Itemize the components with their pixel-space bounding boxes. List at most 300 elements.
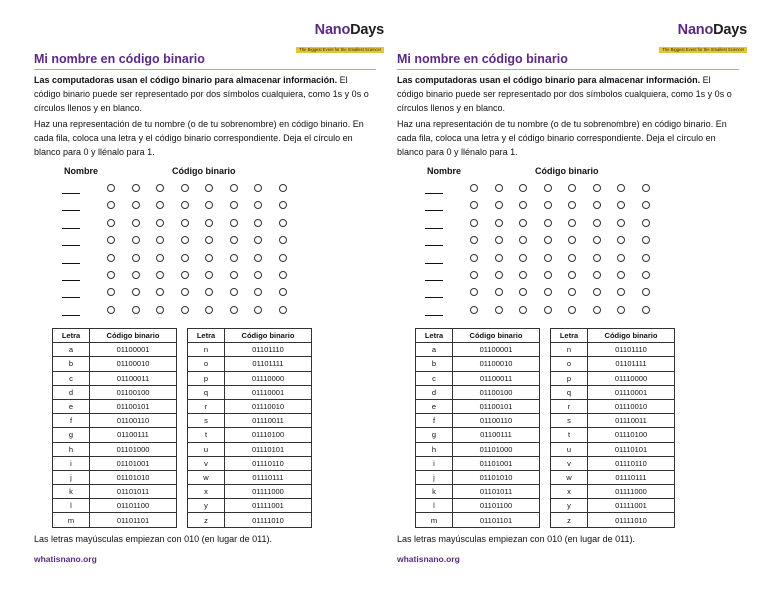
letter-cell: d <box>416 385 453 399</box>
bit-circle[interactable] <box>544 288 552 296</box>
instructions-paragraph: Haz una representación de tu nombre (o de tu sobrenombre) en código binario. En cada fila, coloca una letra y el código binario correspondiente. Deja el círculo en blanco para 0 y llénalo para 1. <box>34 119 364 157</box>
bit-circle[interactable] <box>254 236 262 244</box>
bit-circle[interactable] <box>544 271 552 279</box>
bit-circle[interactable] <box>279 306 287 314</box>
grid-row <box>397 218 737 235</box>
bit-circle[interactable] <box>568 236 576 244</box>
letter-cell: c <box>53 371 90 385</box>
binary-code-cell: 01100001 <box>90 343 177 357</box>
binary-code-cell: 01111010 <box>225 513 312 527</box>
bit-circle[interactable] <box>642 271 650 279</box>
bit-circle[interactable] <box>279 236 287 244</box>
code-header: Código binario <box>90 329 177 343</box>
table-header-row <box>53 329 177 343</box>
bit-circle[interactable] <box>642 201 650 209</box>
grid-row <box>34 200 374 217</box>
table-row <box>551 428 675 442</box>
bit-circle[interactable] <box>568 271 576 279</box>
bit-circle[interactable] <box>617 271 625 279</box>
logo-name-main: Nano <box>314 22 351 38</box>
bit-circle[interactable] <box>495 184 503 192</box>
table-row <box>53 399 177 413</box>
bit-circle[interactable] <box>107 288 115 296</box>
letter-cell: w <box>188 470 225 484</box>
table-row <box>551 343 675 357</box>
letter-header: Letra <box>188 329 225 343</box>
letter-blank-line[interactable] <box>62 245 80 246</box>
bit-circle[interactable] <box>642 254 650 262</box>
bit-circle[interactable] <box>642 219 650 227</box>
letter-cell: c <box>416 371 453 385</box>
title-divider <box>397 69 739 70</box>
letter-cell: a <box>416 343 453 357</box>
bit-circle[interactable] <box>279 271 287 279</box>
bit-circle[interactable] <box>617 288 625 296</box>
uppercase-note: Las letras mayúsculas empiezan con 010 (en lugar de 011). <box>34 534 272 544</box>
bit-circle[interactable] <box>470 288 478 296</box>
bit-circle[interactable] <box>279 288 287 296</box>
bit-circle[interactable] <box>495 236 503 244</box>
grid-row <box>397 287 737 304</box>
bit-circle[interactable] <box>254 184 262 192</box>
letter-cell: k <box>53 485 90 499</box>
letter-blank-line[interactable] <box>62 315 80 316</box>
bit-circle[interactable] <box>156 184 164 192</box>
bit-circle[interactable] <box>156 306 164 314</box>
bit-circle[interactable] <box>593 219 601 227</box>
bit-circle[interactable] <box>181 201 189 209</box>
bit-circle[interactable] <box>568 184 576 192</box>
bit-circle[interactable] <box>205 254 213 262</box>
binary-code-cell: 01101101 <box>90 513 177 527</box>
table-header-row <box>551 329 675 343</box>
grid-row <box>34 287 374 304</box>
letter-cell: o <box>188 357 225 371</box>
bit-circle[interactable] <box>230 184 238 192</box>
table-row <box>416 357 540 371</box>
binary-code-cell: 01101000 <box>90 442 177 456</box>
bit-circle[interactable] <box>181 236 189 244</box>
bit-circle[interactable] <box>519 288 527 296</box>
binary-code-cell: 01101011 <box>453 485 540 499</box>
table-row <box>188 428 312 442</box>
bit-circle[interactable] <box>156 219 164 227</box>
bit-circle[interactable] <box>617 184 625 192</box>
worksheet-right <box>397 0 747 594</box>
bit-circle[interactable] <box>132 236 140 244</box>
binary-code-cell: 01100101 <box>453 399 540 413</box>
table-row <box>188 357 312 371</box>
bit-circle[interactable] <box>279 201 287 209</box>
binary-code-cell: 01111010 <box>588 513 675 527</box>
binary-code-cell: 01111000 <box>225 485 312 499</box>
table-row <box>551 414 675 428</box>
bit-circle[interactable] <box>593 306 601 314</box>
letter-cell: d <box>53 385 90 399</box>
bit-circle[interactable] <box>495 288 503 296</box>
binary-code-cell: 01110010 <box>588 399 675 413</box>
letter-cell: s <box>188 414 225 428</box>
letter-cell: w <box>551 470 588 484</box>
website-link[interactable]: whatisnano.org <box>397 554 460 564</box>
bit-circle[interactable] <box>470 254 478 262</box>
bit-circle[interactable] <box>617 306 625 314</box>
letter-blank-line[interactable] <box>425 228 443 229</box>
bit-circle[interactable] <box>205 219 213 227</box>
letter-cell: o <box>551 357 588 371</box>
grid-row <box>34 235 374 252</box>
bit-circle[interactable] <box>568 201 576 209</box>
table-row <box>53 385 177 399</box>
bit-circle[interactable] <box>156 254 164 262</box>
letter-cell: t <box>551 428 588 442</box>
binary-code-cell: 01101101 <box>453 513 540 527</box>
letter-cell: g <box>53 428 90 442</box>
letter-cell: j <box>53 470 90 484</box>
bit-circle[interactable] <box>205 306 213 314</box>
binary-code-cell: 01100011 <box>90 371 177 385</box>
letter-cell: h <box>416 442 453 456</box>
grid-row <box>397 270 737 287</box>
table-row <box>53 414 177 428</box>
bit-circle[interactable] <box>495 219 503 227</box>
table-row <box>416 456 540 470</box>
letter-cell: f <box>53 414 90 428</box>
bit-circle[interactable] <box>132 201 140 209</box>
letter-blank-line[interactable] <box>62 263 80 264</box>
letter-blank-line[interactable] <box>62 280 80 281</box>
binary-code-cell: 01110101 <box>588 442 675 456</box>
binary-code-cell: 01100001 <box>453 343 540 357</box>
binary-code-cell: 01101100 <box>453 499 540 513</box>
table-row <box>551 442 675 456</box>
bit-circle[interactable] <box>519 254 527 262</box>
bit-circle[interactable] <box>593 236 601 244</box>
intro-bold: Las computadoras usan el código binario para almacenar información. <box>397 75 701 85</box>
bit-circle[interactable] <box>230 219 238 227</box>
bit-circle[interactable] <box>230 288 238 296</box>
bit-circle[interactable] <box>519 236 527 244</box>
letter-header: Letra <box>53 329 90 343</box>
table-row <box>53 442 177 456</box>
code-table-a-m <box>52 328 177 528</box>
bit-circle[interactable] <box>544 184 552 192</box>
letter-cell: v <box>551 456 588 470</box>
bit-circle[interactable] <box>495 271 503 279</box>
bit-circle[interactable] <box>642 288 650 296</box>
bit-circle[interactable] <box>132 306 140 314</box>
binary-code-cell: 01100111 <box>90 428 177 442</box>
table-row <box>188 399 312 413</box>
table-row <box>53 343 177 357</box>
bit-circle[interactable] <box>279 254 287 262</box>
bit-circle[interactable] <box>568 254 576 262</box>
bit-circle[interactable] <box>254 201 262 209</box>
bit-circle[interactable] <box>254 271 262 279</box>
table-row <box>53 357 177 371</box>
bit-circle[interactable] <box>470 271 478 279</box>
binary-code-cell: 01110011 <box>588 414 675 428</box>
table-header-row <box>188 329 312 343</box>
bit-circle[interactable] <box>470 201 478 209</box>
nanodays-logo <box>627 22 747 56</box>
binary-code-cell: 01101010 <box>453 470 540 484</box>
table-row <box>416 343 540 357</box>
letter-cell: z <box>188 513 225 527</box>
binary-code-cell: 01110010 <box>225 399 312 413</box>
grid-name-header: Nombre <box>427 166 462 176</box>
binary-code-cell: 01101110 <box>588 343 675 357</box>
bit-circle[interactable] <box>205 184 213 192</box>
intro-paragraph <box>34 73 374 115</box>
grid-row <box>397 235 737 252</box>
table-row <box>416 485 540 499</box>
logo-name-sub: Days <box>350 22 384 38</box>
letter-cell: e <box>53 399 90 413</box>
bit-circle[interactable] <box>107 254 115 262</box>
bit-circle[interactable] <box>205 236 213 244</box>
bit-circle[interactable] <box>132 254 140 262</box>
bit-circle[interactable] <box>519 271 527 279</box>
grid-name-header: Nombre <box>64 166 99 176</box>
intro-rest: El código binario puede ser representado por dos símbolos cualquiera, como 1s y 0s o círculos llenos y en blanco. <box>397 75 732 113</box>
table-row <box>416 513 540 527</box>
bit-circle[interactable] <box>593 201 601 209</box>
table-row <box>416 442 540 456</box>
bit-circle[interactable] <box>593 184 601 192</box>
binary-code-cell: 01110100 <box>225 428 312 442</box>
table-row <box>551 513 675 527</box>
bit-circle[interactable] <box>519 219 527 227</box>
bit-circle[interactable] <box>519 184 527 192</box>
binary-code-cell: 01110110 <box>588 456 675 470</box>
bit-circle[interactable] <box>593 271 601 279</box>
letter-blank-line[interactable] <box>425 263 443 264</box>
bit-circle[interactable] <box>642 236 650 244</box>
bit-circle[interactable] <box>519 201 527 209</box>
bit-circle[interactable] <box>107 271 115 279</box>
bit-circle[interactable] <box>544 254 552 262</box>
letter-blank-line[interactable] <box>425 245 443 246</box>
letter-blank-line[interactable] <box>425 210 443 211</box>
binary-code-cell: 01100010 <box>90 357 177 371</box>
bit-circle[interactable] <box>230 201 238 209</box>
letter-cell: j <box>416 470 453 484</box>
bit-circle[interactable] <box>470 306 478 314</box>
bit-circle[interactable] <box>568 288 576 296</box>
letter-cell: r <box>188 399 225 413</box>
binary-code-cell: 01100100 <box>90 385 177 399</box>
bit-circle[interactable] <box>568 219 576 227</box>
bit-circle[interactable] <box>642 184 650 192</box>
bit-circle[interactable] <box>470 236 478 244</box>
bit-circle[interactable] <box>132 184 140 192</box>
uppercase-note: Las letras mayúsculas empiezan con 010 (en lugar de 011). <box>397 534 635 544</box>
bit-circle[interactable] <box>107 201 115 209</box>
binary-code-cell: 01110001 <box>225 385 312 399</box>
website-link[interactable]: whatisnano.org <box>34 554 97 564</box>
table-row <box>188 456 312 470</box>
letter-blank-line[interactable] <box>425 193 443 194</box>
logo-tagline: The Biggest Event for the Smallest Science! <box>659 47 747 53</box>
binary-code-cell: 01101010 <box>90 470 177 484</box>
table-row <box>53 499 177 513</box>
binary-code-cell: 01110110 <box>225 456 312 470</box>
table-row <box>53 428 177 442</box>
bit-circle[interactable] <box>544 219 552 227</box>
bit-circle[interactable] <box>181 306 189 314</box>
letter-cell: m <box>416 513 453 527</box>
binary-code-cell: 01101111 <box>225 357 312 371</box>
letter-cell: s <box>551 414 588 428</box>
letter-blank-line[interactable] <box>62 193 80 194</box>
letter-blank-line[interactable] <box>425 297 443 298</box>
title-divider <box>34 69 376 70</box>
letter-cell: g <box>416 428 453 442</box>
table-row <box>551 357 675 371</box>
letter-blank-line[interactable] <box>425 280 443 281</box>
bit-circle[interactable] <box>495 254 503 262</box>
grid-row <box>34 253 374 270</box>
bit-circle[interactable] <box>279 219 287 227</box>
bit-circle[interactable] <box>254 219 262 227</box>
logo-wordmark <box>627 22 747 38</box>
logo-wordmark <box>264 22 384 38</box>
bit-circle[interactable] <box>544 201 552 209</box>
bit-circle[interactable] <box>181 219 189 227</box>
bit-circle[interactable] <box>205 271 213 279</box>
bit-circle[interactable] <box>132 271 140 279</box>
letter-cell: m <box>53 513 90 527</box>
bit-circle[interactable] <box>230 236 238 244</box>
table-row <box>53 456 177 470</box>
table-row <box>188 499 312 513</box>
binary-code-cell: 01100010 <box>453 357 540 371</box>
table-row <box>188 485 312 499</box>
bit-circle[interactable] <box>156 201 164 209</box>
page-title: Mi nombre en código binario <box>34 52 205 66</box>
bit-circle[interactable] <box>230 306 238 314</box>
letter-blank-line[interactable] <box>62 210 80 211</box>
bit-circle[interactable] <box>593 254 601 262</box>
table-row <box>551 385 675 399</box>
table-row <box>188 371 312 385</box>
bit-circle[interactable] <box>181 271 189 279</box>
bit-circle[interactable] <box>617 236 625 244</box>
intro-rest: El código binario puede ser representado por dos símbolos cualquiera, como 1s y 0s o círculos llenos y en blanco. <box>34 75 369 113</box>
letter-blank-line[interactable] <box>62 297 80 298</box>
table-row <box>53 485 177 499</box>
letter-cell: i <box>53 456 90 470</box>
code-header: Código binario <box>588 329 675 343</box>
bit-circle[interactable] <box>107 184 115 192</box>
bit-circle[interactable] <box>642 306 650 314</box>
bit-circle[interactable] <box>132 219 140 227</box>
binary-code-cell: 01111001 <box>225 499 312 513</box>
grid-row <box>397 253 737 270</box>
binary-code-cell: 01110111 <box>588 470 675 484</box>
bit-circle[interactable] <box>519 306 527 314</box>
code-header: Código binario <box>225 329 312 343</box>
bit-circle[interactable] <box>156 236 164 244</box>
letter-cell: e <box>416 399 453 413</box>
page-title: Mi nombre en código binario <box>397 52 568 66</box>
letter-blank-line[interactable] <box>62 228 80 229</box>
bit-circle[interactable] <box>181 184 189 192</box>
table-row <box>416 371 540 385</box>
table-row <box>551 499 675 513</box>
letter-cell: b <box>53 357 90 371</box>
bit-circle[interactable] <box>107 236 115 244</box>
table-row <box>416 428 540 442</box>
bit-circle[interactable] <box>470 219 478 227</box>
table-row <box>551 399 675 413</box>
bit-circle[interactable] <box>495 306 503 314</box>
intro-bold: Las computadoras usan el código binario para almacenar información. <box>34 75 338 85</box>
letter-cell: p <box>188 371 225 385</box>
table-row <box>416 385 540 399</box>
letter-cell: n <box>551 343 588 357</box>
bit-circle[interactable] <box>254 288 262 296</box>
bit-circle[interactable] <box>230 254 238 262</box>
letter-cell: t <box>188 428 225 442</box>
bit-circle[interactable] <box>254 254 262 262</box>
bit-circle[interactable] <box>279 184 287 192</box>
bit-circle[interactable] <box>617 219 625 227</box>
binary-code-cell: 01111001 <box>588 499 675 513</box>
table-header-row <box>416 329 540 343</box>
bit-circle[interactable] <box>495 201 503 209</box>
binary-code-cell: 01101000 <box>453 442 540 456</box>
bit-circle[interactable] <box>544 236 552 244</box>
binary-code-cell: 01111000 <box>588 485 675 499</box>
table-row <box>416 399 540 413</box>
bit-circle[interactable] <box>132 288 140 296</box>
bit-circle[interactable] <box>254 306 262 314</box>
grid-row <box>34 305 374 322</box>
letter-cell: x <box>551 485 588 499</box>
table-row <box>416 499 540 513</box>
nanodays-logo <box>264 22 384 56</box>
letter-cell: v <box>188 456 225 470</box>
bit-circle[interactable] <box>107 219 115 227</box>
letter-cell: r <box>551 399 588 413</box>
binary-code-cell: 01100100 <box>453 385 540 399</box>
table-row <box>188 513 312 527</box>
bit-circle[interactable] <box>181 254 189 262</box>
table-row <box>551 470 675 484</box>
bit-circle[interactable] <box>470 184 478 192</box>
bit-circle[interactable] <box>593 288 601 296</box>
bit-circle[interactable] <box>544 306 552 314</box>
bit-circle[interactable] <box>156 271 164 279</box>
letter-cell: z <box>551 513 588 527</box>
bit-circle[interactable] <box>568 306 576 314</box>
bit-circle[interactable] <box>617 254 625 262</box>
table-row <box>53 513 177 527</box>
table-row <box>53 371 177 385</box>
bit-circle[interactable] <box>617 201 625 209</box>
bit-circle[interactable] <box>156 288 164 296</box>
bit-circle[interactable] <box>230 271 238 279</box>
bit-circle[interactable] <box>205 201 213 209</box>
table-row <box>188 470 312 484</box>
bit-circle[interactable] <box>107 306 115 314</box>
bit-circle[interactable] <box>205 288 213 296</box>
letter-blank-line[interactable] <box>425 315 443 316</box>
bit-circle[interactable] <box>181 288 189 296</box>
logo-tagline: The Biggest Event for the Smallest Science! <box>296 47 384 53</box>
